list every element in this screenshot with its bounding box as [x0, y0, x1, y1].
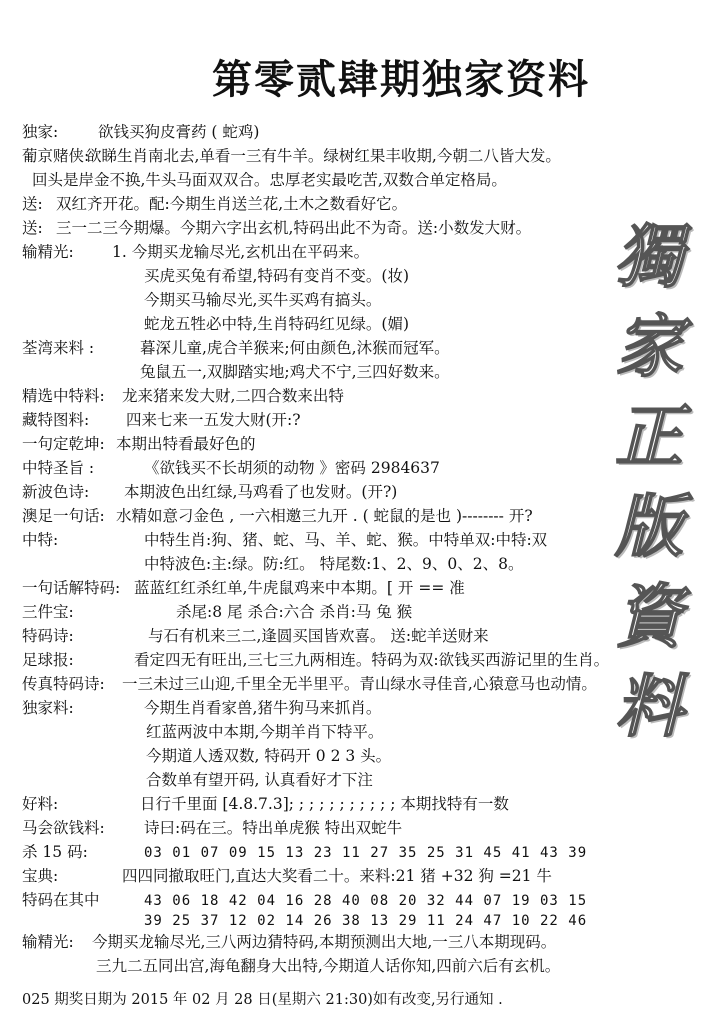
line-label: 好料:: [22, 795, 59, 813]
line-text: 红蓝两波中本期,今期羊肖下特平。: [146, 723, 384, 741]
line-text: 欲钱买狗皮膏药 ( 蛇鸡): [98, 123, 260, 141]
line-text: 本期波色出红绿,马鸡看了也发财。(开?): [124, 483, 398, 501]
text-line: [146, 746, 391, 766]
line-text: 03 01 07 09 15 13 23 11 27 35 25 31 45 41 43 39: [144, 845, 588, 861]
watermark-char: 家: [614, 307, 683, 387]
line-text: 中特波色:主:绿。防:红。 特尾数:1、2、9、0、2、8。: [144, 555, 524, 573]
footer-note: 025 期奖日期为 2015 年 02 月 28 日(星期六 21:30)如有改变,另行通知 .: [22, 992, 503, 1008]
text-line: [144, 314, 409, 334]
line-text: 蛇龙五牲必中特,生肖特码红见绿。(媚): [144, 315, 410, 333]
text-line: [22, 650, 609, 670]
text-line: [96, 956, 560, 976]
line-label: 足球报:: [22, 651, 74, 669]
line-label: 马会欲钱料:: [22, 819, 105, 837]
text-line: [144, 554, 524, 574]
line-label: 中特:: [22, 531, 59, 549]
line-label: 杀 15 码:: [22, 843, 88, 861]
text-line: [22, 602, 412, 622]
line-label: 特码诗:: [22, 627, 74, 645]
text-line: [22, 146, 561, 166]
watermark-char: 資: [614, 577, 683, 657]
line-label: 精选中特料:: [22, 387, 105, 405]
line-label: 送:: [22, 195, 43, 213]
text-line: [144, 266, 409, 286]
line-label: 独家:: [22, 123, 59, 141]
text-line: [22, 386, 344, 406]
line-label: 葡京赌侠:: [22, 147, 90, 165]
text-line: [22, 530, 547, 550]
line-label: 三件宝:: [22, 603, 74, 621]
line-text: 杀尾:8 尾 杀合:六合 杀肖:马 兔 猴: [176, 603, 413, 621]
line-text: 诗曰:码在三。特出单虎猴 特出双蛇牛: [144, 819, 403, 837]
line-text: 暮深儿童,虎合羊猴来;何由颜色,沐猴而冠军。: [140, 339, 450, 357]
line-label: 一句话解特码:: [22, 579, 121, 597]
line-label: 输精光:: [22, 243, 74, 261]
text-line: [22, 842, 587, 863]
line-text: 龙来猪来发大财,二四合数来出特: [122, 387, 344, 405]
line-text: 四来七来一五发大财(开:?: [126, 411, 301, 429]
watermark-char: 版: [614, 487, 683, 567]
line-label: 独家料:: [22, 699, 74, 717]
line-label: 一句定乾坤:: [22, 435, 105, 453]
text-line: [22, 338, 450, 358]
line-label: 藏特图料:: [22, 411, 90, 429]
line-text: 合数单有望开码, 认真看好才下注: [146, 771, 373, 789]
line-label: 传真特码诗:: [22, 675, 105, 693]
line-text: 四四同撤取旺门,直达大奖看二十。来料:21 猪 +32 狗 =21 牛: [122, 867, 552, 885]
watermark-char: 料: [614, 667, 683, 747]
watermark-char: 正: [614, 397, 683, 477]
line-text: 一三未过三山迎,千里全无半里平。青山绿水寻佳音,心猿意马也动情。: [122, 675, 597, 693]
line-text: 三九二五同出宫,海龟翻身大出特,今期道人话你知,四前六后有玄机。: [96, 957, 561, 975]
text-line: [22, 794, 509, 814]
text-line: [32, 170, 507, 190]
line-text: 今期生肖看家兽,猪牛狗马来抓肖。: [144, 699, 382, 717]
line-text: 43 06 18 42 04 16 28 40 08 20 32 44 07 19 03 15: [144, 893, 588, 909]
line-text: 欲睇生肖南北去,单看一三有牛羊。绿树红果丰收期,今朝二八皆大发。: [86, 147, 561, 165]
line-text: 中特生肖:狗、猪、蛇、马、羊、蛇、猴。中特单双:中特:双: [144, 531, 548, 549]
text-line: [22, 434, 256, 454]
line-label: 澳足一句话:: [22, 507, 105, 525]
text-line: [144, 290, 381, 310]
text-line: [22, 818, 402, 838]
line-text: 今期道人透双数, 特码开 0 2 3 头。: [146, 747, 392, 765]
line-label: 荃湾来料 :: [22, 339, 95, 357]
line-label: 宝典:: [22, 867, 59, 885]
line-label: 中特圣旨 :: [22, 459, 95, 477]
line-text: 39 25 37 12 02 14 26 38 13 29 11 24 47 10 22 46: [144, 913, 588, 929]
text-line: [22, 482, 397, 502]
line-label: 输精光:: [22, 933, 74, 951]
line-text: 《欲钱买不长胡须的动物 》密码 2984637: [144, 459, 440, 477]
line-text: 三一二三今期爆。今期六字出玄机,特码出此不为奇。送:小数发大财。: [56, 219, 532, 237]
text-line: [22, 866, 552, 886]
text-line: [22, 122, 259, 142]
line-text: 买虎买兔有希望,特码有变肖不变。(妆): [144, 267, 410, 285]
line-text: 与石有机来三二,逢圆买国皆欢喜。 送:蛇羊送财来: [148, 627, 489, 645]
text-line: [22, 458, 440, 478]
text-line: [22, 578, 465, 598]
line-label: 送:: [22, 219, 43, 237]
watermark-char: 獨: [614, 217, 683, 297]
text-line: [22, 674, 597, 694]
line-text: 双红齐开花。配:今期生肖送兰花,土木之数看好它。: [56, 195, 408, 213]
text-line: [22, 242, 369, 262]
line-label: 新波色诗:: [22, 483, 90, 501]
watermark-stamp: [604, 212, 694, 752]
text-line: [140, 362, 450, 382]
text-line: [22, 932, 556, 952]
text-line: [22, 194, 407, 214]
text-line: [22, 218, 531, 238]
page-title: 第零贰肆期独家资料: [212, 57, 590, 103]
line-text: 今期买龙输尽光,三八两边猜特码,本期预测出大地,一三八本期现码。: [92, 933, 557, 951]
line-text: 水精如意刁金色 , 一六相邀三九开 . ( 蛇鼠的是也 )-------- 开?: [116, 507, 533, 525]
text-line: [144, 910, 587, 931]
line-text: 回头是岸金不换,牛头马面双双合。忠厚老实最吃苦,双数合单定格局。: [32, 171, 507, 189]
line-text: 今期买马输尽光,买牛买鸡有搞头。: [144, 291, 382, 309]
text-line: [146, 770, 373, 790]
line-text: 蓝蓝红红杀红单,牛虎鼠鸡来中本期。[ 开 == 准: [134, 579, 465, 597]
text-line: [146, 722, 383, 742]
line-text: 1. 今期买龙输尽光,玄机出在平码来。: [112, 243, 370, 261]
line-text: 看定四无有旺出,三七三九两相连。特码为双:欲钱买西游记里的生肖。: [134, 651, 610, 669]
line-label: 特码在其中: [22, 891, 100, 909]
line-text: 兔鼠五一,双脚踏实地;鸡犬不宁,三四好数来。: [140, 363, 450, 381]
text-line: [22, 506, 533, 526]
text-line: [22, 890, 587, 911]
text-line: [22, 698, 381, 718]
line-text: 本期出特看最好色的: [116, 435, 256, 453]
text-line: [22, 626, 489, 646]
text-line: [22, 410, 301, 430]
line-text: 日行千里面 [4.8.7.3]; ; ; ; ; ; ; ; ; ; ; 本期找特有一数: [140, 795, 509, 813]
